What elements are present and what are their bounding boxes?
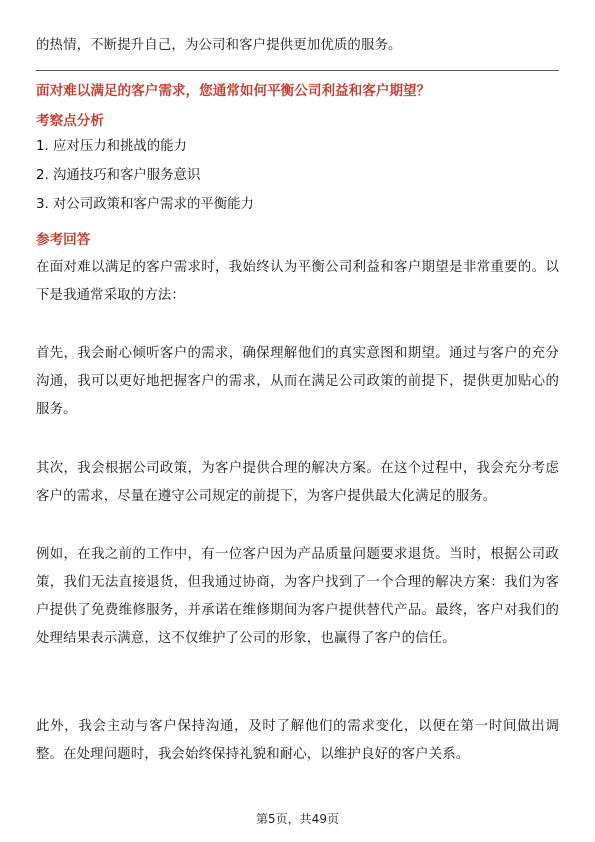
question-heading: 面对难以满足的客户需求，您通常如何平衡公司利益和客户期望？ <box>36 83 431 99</box>
answer-paragraph-example: 例如，在我之前的工作中，有一位客户因为产品质量问题要求退货。当时，根据公司政策，我们无法直接退货，但我通过协商，为客户找到了一个合理的解决方案：我们为客户提供了免费维修服务，并承诺在维修期间为客户提供替代产品。最终，客户对我们的处理结果表示满意，这不仅维护了公司的形象，也赢得了客户的信任。 <box>36 547 559 646</box>
page-number: 第5页，共49页 <box>256 812 339 826</box>
analysis-item-1: 1. 应对压力和挑战的能力 <box>36 139 187 154</box>
analysis-title: 考察点分析 <box>36 113 104 129</box>
answer-title: 参考回答 <box>36 232 91 248</box>
answer-paragraph-intro: 在面对难以满足的客户需求时，我始终认为平衡公司利益和客户期望是非常重要的。以下是我通常采取的方法： <box>36 260 559 303</box>
analysis-item-2: 2. 沟通技巧和客户服务意识 <box>36 168 201 183</box>
answer-paragraph-additional: 此外，我会主动与客户保持沟通，及时了解他们的需求变化，以便在第一时间做出调整。在处理问题时，我会始终保持礼貌和耐心，以维护良好的客户关系。 <box>36 719 559 762</box>
section-divider <box>36 70 559 71</box>
analysis-item-3: 3. 对公司政策和客户需求的平衡能力 <box>36 197 254 212</box>
answer-paragraph-first: 首先，我会耐心倾听客户的需求，确保理解他们的真实意图和期望。通过与客户的充分沟通，我可以更好地把握客户的需求，从而在满足公司政策的前提下，提供更加贴心的服务。 <box>36 346 559 417</box>
continued-paragraph: 的热情，不断提升自己，为公司和客户提供更加优质的服务。 <box>36 38 402 53</box>
answer-paragraph-second: 其次，我会根据公司政策，为客户提供合理的解决方案。在这个过程中，我会充分考虑客户的需求，尽量在遵守公司规定的前提下，为客户提供最大化满足的服务。 <box>36 461 559 504</box>
